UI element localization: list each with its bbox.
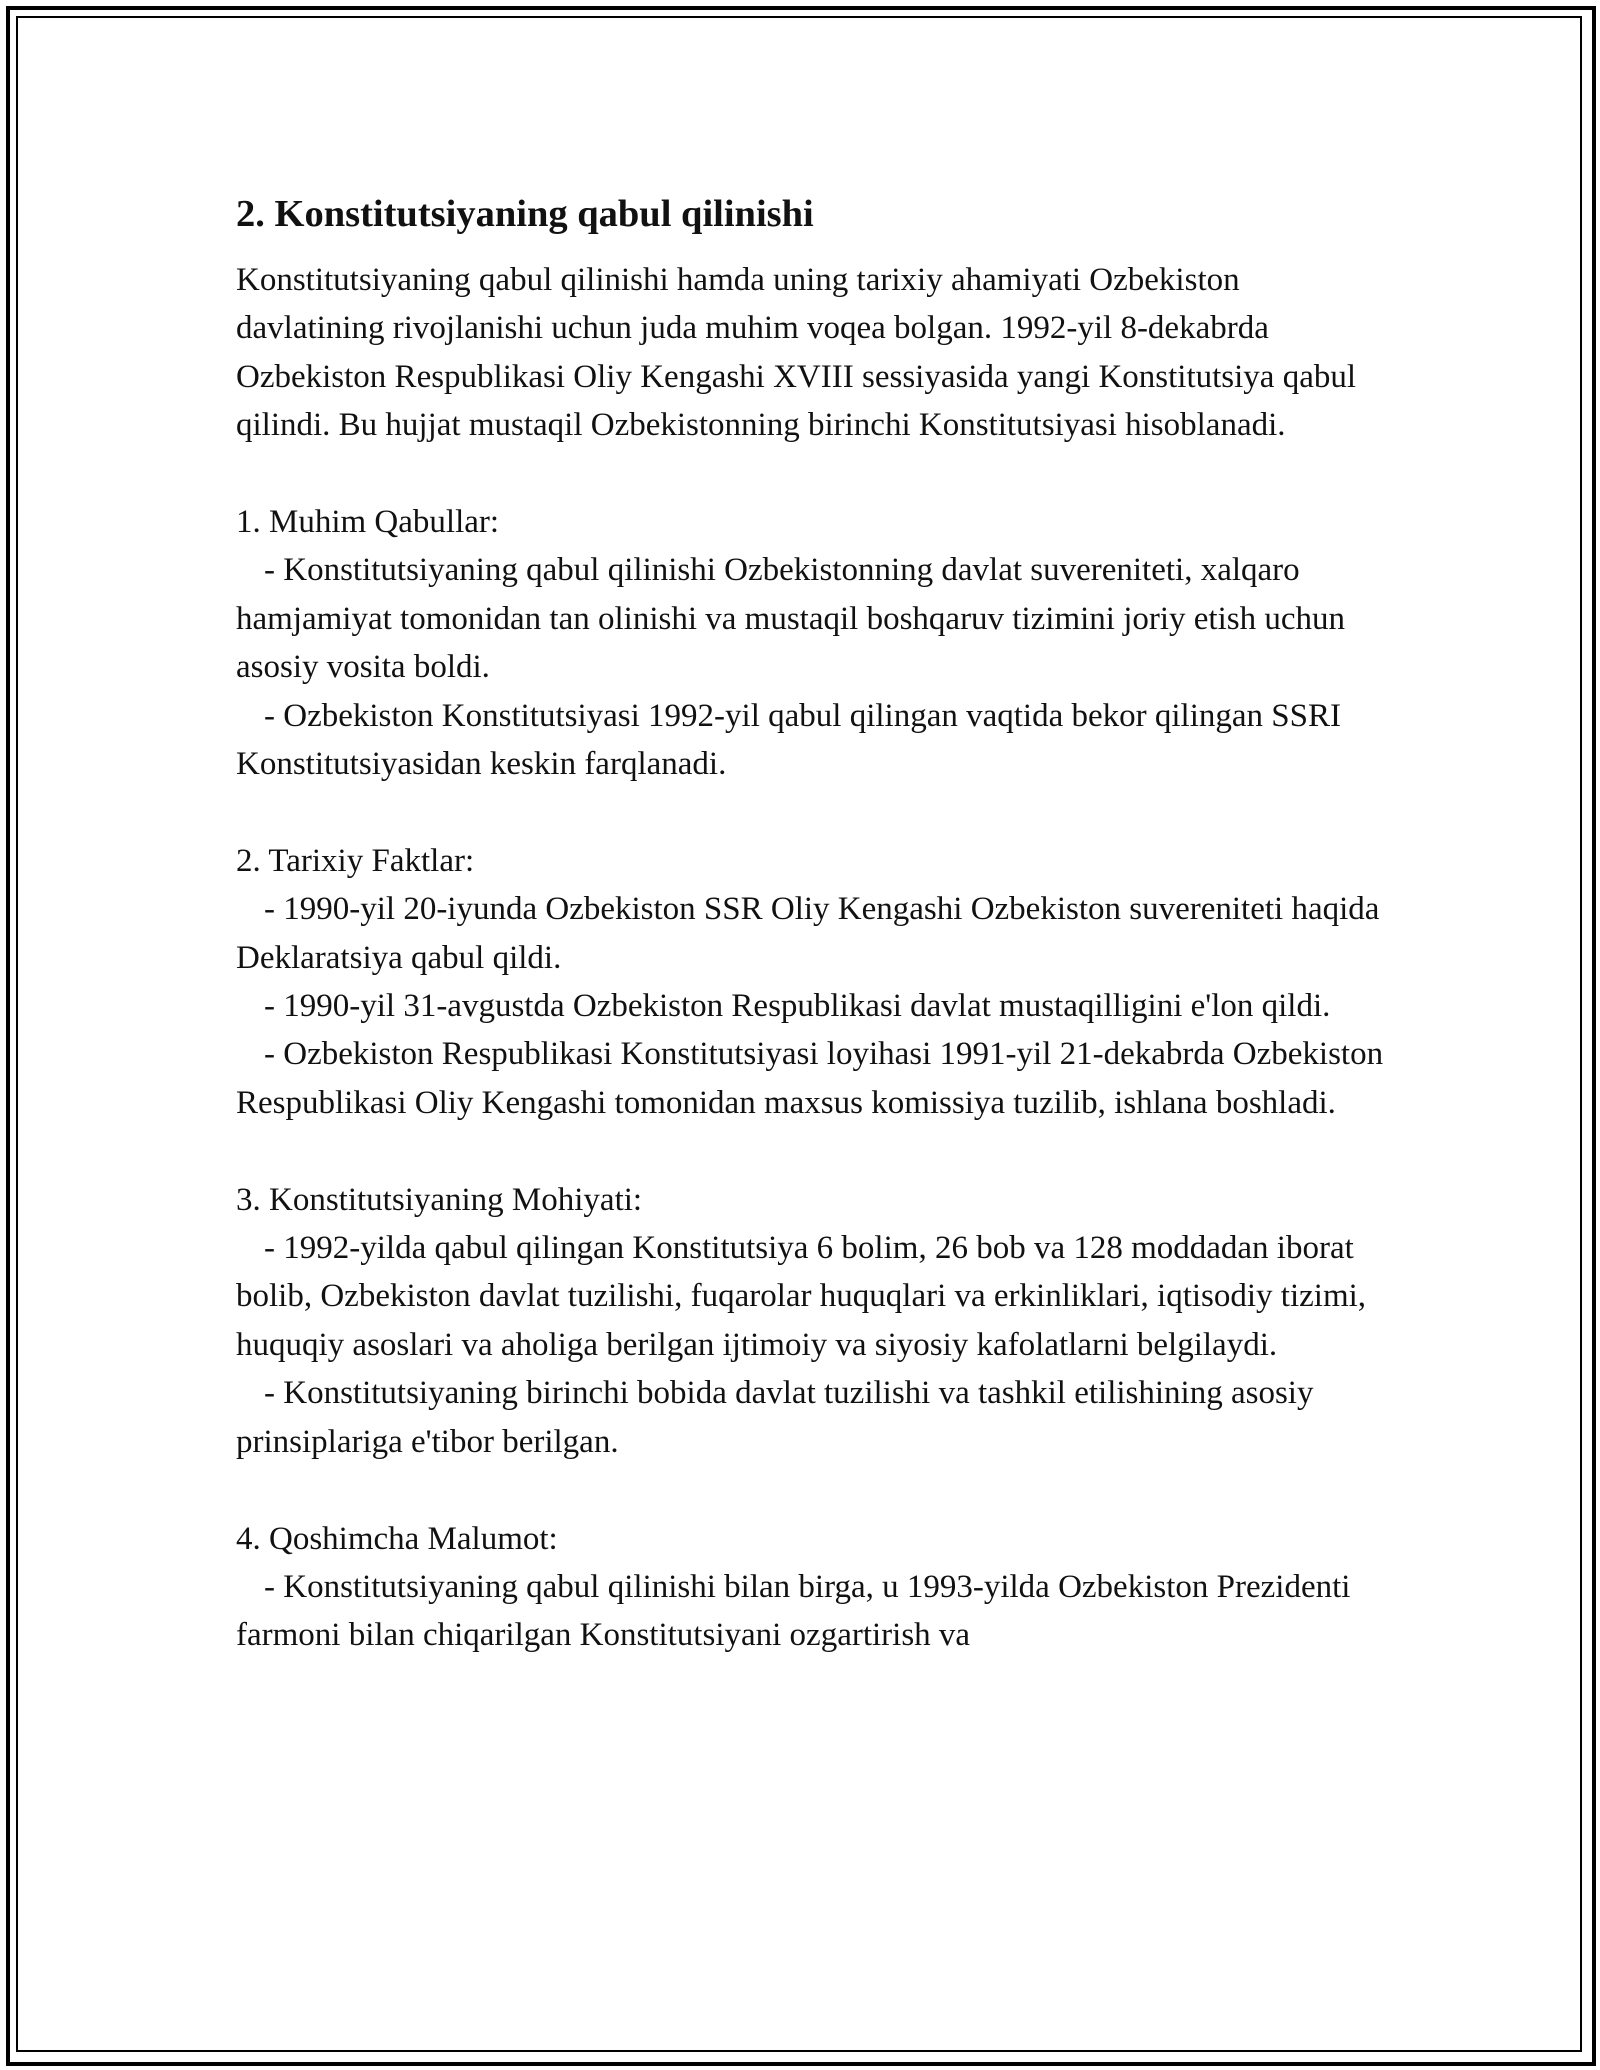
intro-paragraph: Konstitutsiyaning qabul qilinishi hamda uning tarixiy ahamiyati Ozbekiston davlatining rivojlanishi uchun juda muhim voqea bolgan. 1992-yil 8-dekabrda Ozbekiston Respublikasi Oliy Kengashi XVIII sessiyasida yangi Konstitutsiya qabul qilindi. Bu hujjat mustaqil Ozbekistonning birinchi Konstitutsiyasi hisoblanadi. [236,262,1357,444]
list-item: - 1992-yilda qabul qilingan Konstitutsiya 6 bolim, 26 bob va 128 moddadan iborat bolib, Ozbekiston davlat tuzilishi, fuqarolar huquqlari va erkinliklari, iqtisodiy tizimi, huquqiy asoslari va aholiga berilgan ijtimoiy va siyosiy kafolatlarni belgilaydi. [236,1230,1367,1363]
list-item: - 1990-yil 31-avgustda Ozbekiston Respublikasi davlat mustaqilligini e'lon qildi. [264,988,1331,1025]
spacer [236,788,1396,836]
section-heading: 3. Konstitutsiyaning Mohiyati: [236,1181,643,1218]
list-item: - 1990-yil 20-iyunda Ozbekiston SSR Oliy Kengashi Ozbekiston suvereniteti haqida Deklaratsiya qabul qildi. [236,891,1380,976]
spacer [236,1466,1396,1514]
list-item: - Ozbekiston Konstitutsiyasi 1992-yil qabul qilingan vaqtida bekor qilingan SSRI Konstitutsiyasidan keskin farqlanadi. [236,697,1341,783]
spacer [236,450,1396,498]
spacer [236,1127,1396,1175]
section-heading: 1. Muhim Qabullar: [236,504,500,541]
list-item: - Konstitutsiyaning qabul qilinishi Ozbekistonning davlat suvereniteti, xalqaro hamjamiyat tomonidan tan olinishi va mustaqil boshqaruv tizimini joriy etish uchun asosiy vosita boldi. [236,552,1346,686]
document-body [236,188,1396,1660]
section-muhim-qabullar [236,498,1396,788]
list-item: - Konstitutsiyaning qabul qilinishi bilan birga, u 1993-yilda Ozbekiston Prezidenti farmoni bilan chiqarilgan Konstitutsiyani ozgartirish va [236,1568,1351,1654]
list-item: - Konstitutsiyaning birinchi bobida davlat tuzilishi va tashkil etilishining asosiy prinsiplariga e'tibor berilgan. [236,1375,1314,1460]
list-item: - Ozbekiston Respublikasi Konstitutsiyasi loyihasi 1991-yil 21-dekabrda Ozbekiston Respublikasi Oliy Kengashi tomonidan maxsus komissiya tuzilib, ishlana boshladi. [236,1036,1384,1121]
section-konstitutsiya-mohiyati [236,1176,1396,1466]
document-title: 2. Konstitutsiyaning qabul qilinishi [236,193,814,235]
section-heading: 4. Qoshimcha Malumot: [236,1520,558,1557]
section-heading: 2. Tarixiy Faktlar: [236,842,475,879]
section-tarixiy-faktlar [236,837,1396,1127]
section-qoshimcha-malumot [236,1515,1396,1660]
